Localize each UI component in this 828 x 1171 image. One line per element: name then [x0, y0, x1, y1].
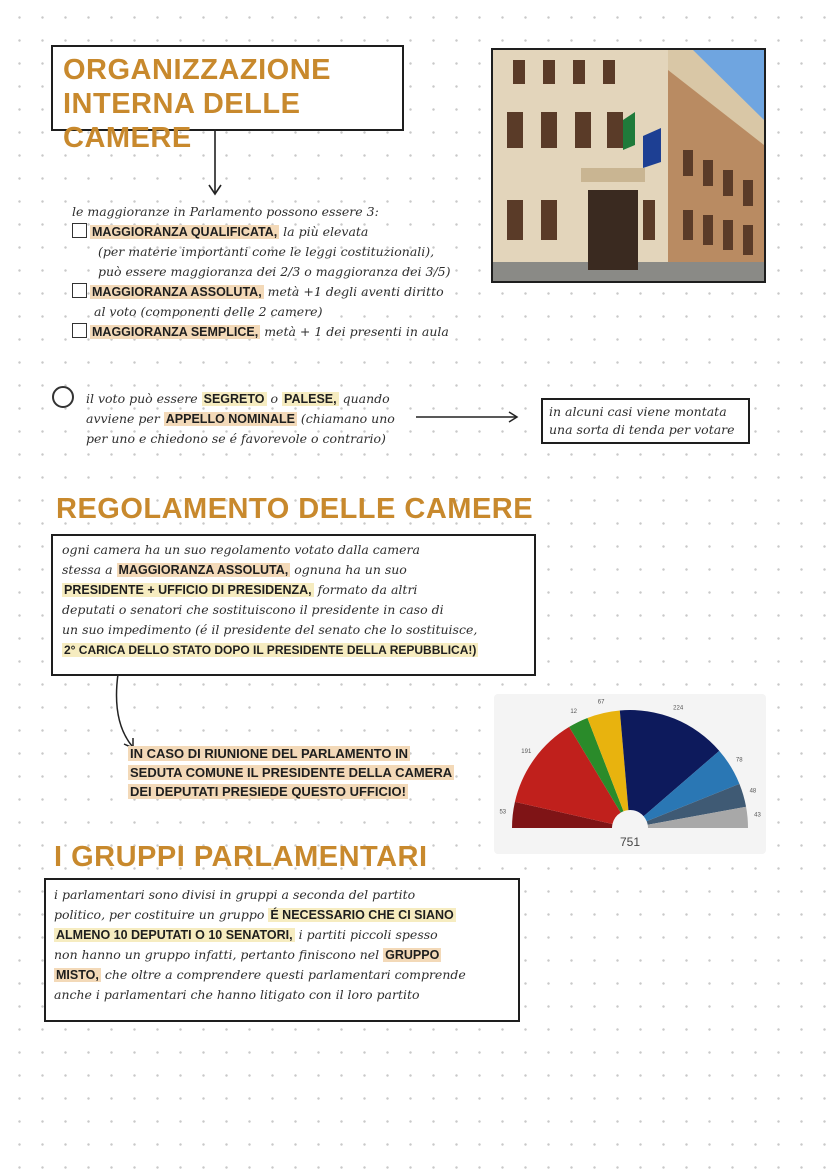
majorities-list [72, 202, 451, 342]
section3-line3b: i partiti piccoli spesso [298, 927, 438, 942]
section3-line5a: MISTO, [56, 968, 99, 982]
palace-photo [491, 48, 766, 283]
hemicycle-seat-label: 53 [499, 809, 507, 816]
section3-line6: anche i parlamentari che hanno litigato con il loro partito [54, 987, 420, 1002]
side-note-line2: una sorta di tenda per votare [549, 422, 735, 437]
label-qualificata: MAGGIORANZA QUALIFICATA, [92, 225, 278, 239]
section2-note-line3: DEI DEPUTATI PRESIEDE QUESTO UFFICIO! [130, 784, 406, 799]
vote-secreto: SEGRETO [203, 392, 265, 406]
checkbox-semplice [72, 323, 87, 338]
bullet-circle-icon [52, 386, 74, 408]
section3-line2a: politico, per costituire un gruppo [54, 907, 265, 922]
arrow-down-icon [205, 129, 225, 199]
text-assoluta-1: metà +1 degli aventi diritto [267, 284, 444, 299]
section2-line6: 2° CARICA DELLO STATO DOPO IL PRESIDENTE DELLA REPUBBLICA!) [64, 643, 477, 657]
checkbox-assoluta [72, 283, 87, 298]
vote-text-5: per uno e chiedono se é favorevole o contrario) [86, 431, 386, 446]
section2-note [128, 744, 454, 801]
vote-text [86, 389, 395, 449]
section2-line3a: PRESIDENTE + UFFICIO DI PRESIDENZA, [64, 583, 312, 597]
hemicycle-seat-label: 48 [749, 788, 757, 795]
section3-title: I GRUPPI PARLAMENTARI [54, 841, 428, 873]
section3-line3a: ALMENO 10 DEPUTATI O 10 SENATORI, [56, 928, 293, 942]
vote-text-3: avviene per [86, 411, 160, 426]
vote-text-2: quando [342, 391, 390, 406]
section3-line4a: non hanno un gruppo infatti, pertanto finiscono nel [54, 947, 380, 962]
hemicycle-svg [494, 694, 766, 854]
hemicycle-seat-label: 67 [597, 699, 605, 706]
arrow-right-icon [416, 410, 522, 424]
hemicycle-seat-label: 78 [735, 757, 743, 764]
hemicycle-seat-label: 191 [521, 748, 532, 755]
curved-arrow-icon [110, 674, 150, 754]
checkbox-qualificata [72, 223, 87, 238]
section2-line2a: stessa a [62, 562, 113, 577]
section1-title-line1: ORGANIZZAZIONE [63, 54, 331, 86]
section3-box [44, 878, 520, 1022]
section3-line5b: che oltre a comprendere questi parlamentari comprende [104, 967, 466, 982]
text-assoluta-2: al voto (componenti delle 2 camere) [94, 304, 323, 319]
section2-title: REGOLAMENTO DELLE CAMERE [56, 493, 534, 525]
hemicycle-seat-label: 43 [754, 812, 761, 819]
vote-palese: PALESE, [284, 392, 337, 406]
text-qualificata-2: (per materie importanti come le leggi costituzionali), [98, 244, 435, 259]
vote-o: o [270, 391, 279, 406]
section3-line1: i parlamentari sono divisi in gruppi a seconda del partito [54, 887, 416, 902]
section1-title-line2: INTERNA DELLE CAMERE [63, 88, 301, 154]
section2-box [51, 534, 536, 676]
hemicycle-total-label: 751 [619, 835, 641, 849]
side-note-line1: in alcuni casi viene montata [549, 404, 727, 419]
vote-appello: APPELLO NOMINALE [165, 412, 295, 426]
text-qualificata-1: la più elevata [283, 224, 369, 239]
hemicycle-seat-label: 224 [673, 705, 684, 712]
vote-text-1: il voto può essere [86, 391, 198, 406]
vote-text-4: (chiamano uno [300, 411, 395, 426]
section2-line2c: ognuna ha un suo [294, 562, 407, 577]
label-semplice: MAGGIORANZA SEMPLICE, [92, 325, 259, 339]
side-note-box [541, 398, 750, 444]
text-semplice-1: metà + 1 dei presenti in aula [264, 324, 449, 339]
section2-note-line1: IN CASO DI RIUNIONE DEL PARLAMENTO IN [130, 746, 409, 761]
text-qualificata-3: può essere maggioranza dei 2/3 o maggioranza dei 3/5) [98, 264, 451, 279]
parliament-chart [494, 694, 766, 854]
section3-line4b: GRUPPO [385, 948, 440, 962]
section2-note-line2: SEDUTA COMUNE IL PRESIDENTE DELLA CAMERA [130, 765, 453, 780]
label-assoluta: MAGGIORANZA ASSOLUTA, [92, 285, 262, 299]
section2-line4: deputati o senatori che sostituiscono il presidente in caso di [62, 602, 444, 617]
section1-title-box [51, 45, 404, 154]
majorities-intro: le maggioranze in Parlamento possono essere 3: [72, 204, 379, 219]
section2-line1: ogni camera ha un suo regolamento votato dalla camera [62, 542, 420, 557]
section2-line3b: formato da altri [317, 582, 418, 597]
section3-line2b: É NECESSARIO CHE CI SIANO [270, 908, 454, 922]
section2-line5: un suo impedimento (é il presidente del senato che lo sostituisce, [62, 622, 478, 637]
hemicycle-seat-label: 12 [570, 709, 578, 716]
section2-line2b: MAGGIORANZA ASSOLUTA, [118, 563, 289, 577]
